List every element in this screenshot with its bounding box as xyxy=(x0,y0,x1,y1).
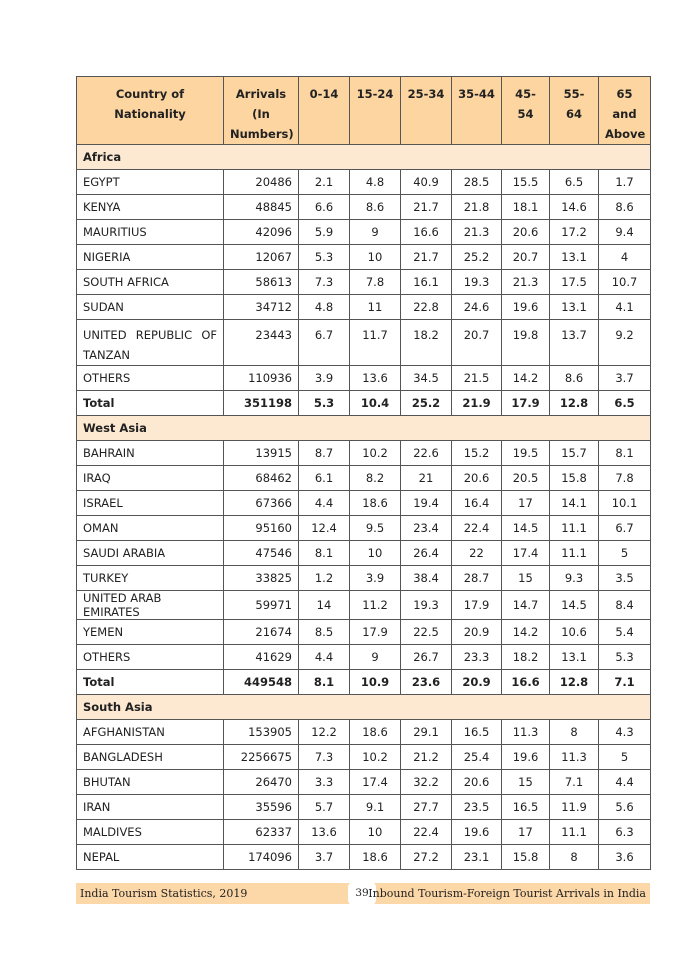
percent-cell: 15 xyxy=(502,566,550,591)
percent-cell: 21.2 xyxy=(401,745,452,770)
percent-cell: 20.9 xyxy=(452,620,502,645)
percent-cell: 13.1 xyxy=(550,245,599,270)
percent-cell: 22.5 xyxy=(401,620,452,645)
arrivals-cell: 41629 xyxy=(224,645,299,670)
section-row xyxy=(77,695,651,720)
percent-cell: 15.8 xyxy=(502,845,550,870)
percent-cell: 15.8 xyxy=(550,466,599,491)
arrivals-cell: 449548 xyxy=(224,670,299,695)
table-row xyxy=(77,466,651,491)
country-cell: BAHRAIN xyxy=(77,441,224,466)
percent-cell: 19.6 xyxy=(452,820,502,845)
percent-cell: 8.5 xyxy=(299,620,350,645)
percent-cell: 7.3 xyxy=(299,270,350,295)
table-row xyxy=(77,566,651,591)
table-row xyxy=(77,245,651,270)
percent-cell: 12.4 xyxy=(299,516,350,541)
column-header: 45-54 xyxy=(502,77,550,145)
percent-cell: 4 xyxy=(599,245,651,270)
percent-cell: 17.9 xyxy=(350,620,401,645)
percent-cell: 20.7 xyxy=(502,245,550,270)
percent-cell: 5.4 xyxy=(599,620,651,645)
country-cell: YEMEN xyxy=(77,620,224,645)
percent-cell: 10.7 xyxy=(599,270,651,295)
footer-publication-title: India Tourism Statistics, 2019 xyxy=(80,887,248,900)
percent-cell: 3.6 xyxy=(599,845,651,870)
table-row xyxy=(77,516,651,541)
percent-cell: 15.7 xyxy=(550,441,599,466)
percent-cell: 5.9 xyxy=(299,220,350,245)
percent-cell: 8.4 xyxy=(599,591,651,620)
arrivals-cell: 153905 xyxy=(224,720,299,745)
arrivals-cell: 2256675 xyxy=(224,745,299,770)
percent-cell: 10.9 xyxy=(350,670,401,695)
percent-cell: 6.1 xyxy=(299,466,350,491)
percent-cell: 5 xyxy=(599,745,651,770)
percent-cell: 38.4 xyxy=(401,566,452,591)
table-row xyxy=(77,270,651,295)
percent-cell: 7.8 xyxy=(599,466,651,491)
country-cell: KENYA xyxy=(77,195,224,220)
arrivals-cell: 34712 xyxy=(224,295,299,320)
table-row xyxy=(77,795,651,820)
percent-cell: 4.8 xyxy=(350,170,401,195)
percent-cell: 21.8 xyxy=(452,195,502,220)
percent-cell: 7.8 xyxy=(350,270,401,295)
percent-cell: 14.6 xyxy=(550,195,599,220)
page-footer xyxy=(76,883,650,904)
percent-cell: 25.2 xyxy=(401,391,452,416)
arrivals-cell: 20486 xyxy=(224,170,299,195)
percent-cell: 7.3 xyxy=(299,745,350,770)
percent-cell: 20.6 xyxy=(502,220,550,245)
country-cell: MALDIVES xyxy=(77,820,224,845)
arrivals-cell: 68462 xyxy=(224,466,299,491)
section-title: South Asia xyxy=(77,695,651,720)
percent-cell: 21.7 xyxy=(401,245,452,270)
percent-cell: 8.2 xyxy=(350,466,401,491)
percent-cell: 3.7 xyxy=(599,366,651,391)
country-cell: Total xyxy=(77,391,224,416)
percent-cell: 3.7 xyxy=(299,845,350,870)
arrivals-cell: 59971 xyxy=(224,591,299,620)
table-row xyxy=(77,745,651,770)
percent-cell: 6.7 xyxy=(599,516,651,541)
percent-cell: 40.9 xyxy=(401,170,452,195)
percent-cell: 18.6 xyxy=(350,845,401,870)
percent-cell: 17 xyxy=(502,820,550,845)
percent-cell: 19.3 xyxy=(401,591,452,620)
country-cell: Total xyxy=(77,670,224,695)
arrivals-cell: 58613 xyxy=(224,270,299,295)
percent-cell: 22.4 xyxy=(401,820,452,845)
percent-cell: 10 xyxy=(350,245,401,270)
percent-cell: 2.1 xyxy=(299,170,350,195)
percent-cell: 8 xyxy=(550,845,599,870)
percent-cell: 25.4 xyxy=(452,745,502,770)
percent-cell: 5.6 xyxy=(599,795,651,820)
percent-cell: 19.8 xyxy=(502,320,550,366)
percent-cell: 27.2 xyxy=(401,845,452,870)
table-row xyxy=(77,441,651,466)
percent-cell: 5.3 xyxy=(299,391,350,416)
percent-cell: 8.6 xyxy=(550,366,599,391)
total-row xyxy=(77,670,651,695)
percent-cell: 13.1 xyxy=(550,645,599,670)
column-header: 65 and Above xyxy=(599,77,651,145)
table-row xyxy=(77,491,651,516)
country-cell: UNITED REPUBLIC OF TANZAN xyxy=(77,320,224,366)
country-cell: IRAN xyxy=(77,795,224,820)
percent-cell: 8.6 xyxy=(599,195,651,220)
percent-cell: 21 xyxy=(401,466,452,491)
percent-cell: 23.4 xyxy=(401,516,452,541)
column-header: 55-64 xyxy=(550,77,599,145)
country-cell: OTHERS xyxy=(77,366,224,391)
country-cell: NIGERIA xyxy=(77,245,224,270)
percent-cell: 25.2 xyxy=(452,245,502,270)
percent-cell: 7.1 xyxy=(599,670,651,695)
percent-cell: 18.1 xyxy=(502,195,550,220)
percent-cell: 4.4 xyxy=(299,491,350,516)
arrivals-cell: 174096 xyxy=(224,845,299,870)
page-number: 39 xyxy=(348,882,376,905)
percent-cell: 21.7 xyxy=(401,195,452,220)
percent-cell: 19.4 xyxy=(401,491,452,516)
percent-cell: 17.4 xyxy=(502,541,550,566)
percent-cell: 9.5 xyxy=(350,516,401,541)
arrivals-cell: 62337 xyxy=(224,820,299,845)
percent-cell: 3.9 xyxy=(299,366,350,391)
section-row xyxy=(77,145,651,170)
total-row xyxy=(77,391,651,416)
percent-cell: 11.1 xyxy=(550,820,599,845)
percent-cell: 14.7 xyxy=(502,591,550,620)
percent-cell: 12.2 xyxy=(299,720,350,745)
table-row xyxy=(77,591,651,620)
percent-cell: 10 xyxy=(350,820,401,845)
country-cell: SAUDI ARABIA xyxy=(77,541,224,566)
percent-cell: 6.5 xyxy=(550,170,599,195)
percent-cell: 5.7 xyxy=(299,795,350,820)
arrivals-cell: 23443 xyxy=(224,320,299,366)
percent-cell: 10.2 xyxy=(350,745,401,770)
table-row xyxy=(77,645,651,670)
percent-cell: 28.7 xyxy=(452,566,502,591)
column-header: 35-44 xyxy=(452,77,502,145)
percent-cell: 26.7 xyxy=(401,645,452,670)
percent-cell: 6.5 xyxy=(599,391,651,416)
percent-cell: 15 xyxy=(502,770,550,795)
percent-cell: 15.5 xyxy=(502,170,550,195)
percent-cell: 24.6 xyxy=(452,295,502,320)
table-row xyxy=(77,295,651,320)
percent-cell: 9.1 xyxy=(350,795,401,820)
column-header: 0-14 xyxy=(299,77,350,145)
arrivals-cell: 21674 xyxy=(224,620,299,645)
table-row xyxy=(77,320,651,366)
percent-cell: 9.4 xyxy=(599,220,651,245)
percent-cell: 21.9 xyxy=(452,391,502,416)
percent-cell: 11.2 xyxy=(350,591,401,620)
country-cell: SUDAN xyxy=(77,295,224,320)
table-row xyxy=(77,620,651,645)
percent-cell: 17.5 xyxy=(550,270,599,295)
percent-cell: 6.6 xyxy=(299,195,350,220)
percent-cell: 17.2 xyxy=(550,220,599,245)
table-row xyxy=(77,845,651,870)
percent-cell: 14.5 xyxy=(550,591,599,620)
percent-cell: 16.5 xyxy=(452,720,502,745)
percent-cell: 5 xyxy=(599,541,651,566)
percent-cell: 20.6 xyxy=(452,770,502,795)
percent-cell: 19.6 xyxy=(502,745,550,770)
percent-cell: 10.1 xyxy=(599,491,651,516)
table-row xyxy=(77,720,651,745)
percent-cell: 18.2 xyxy=(401,320,452,366)
table-row xyxy=(77,541,651,566)
percent-cell: 6.7 xyxy=(299,320,350,366)
country-cell: SOUTH AFRICA xyxy=(77,270,224,295)
country-cell: AFGHANISTAN xyxy=(77,720,224,745)
country-cell: OMAN xyxy=(77,516,224,541)
column-header: 15-24 xyxy=(350,77,401,145)
percent-cell: 9 xyxy=(350,645,401,670)
percent-cell: 16.1 xyxy=(401,270,452,295)
arrivals-cell: 67366 xyxy=(224,491,299,516)
country-cell: OTHERS xyxy=(77,645,224,670)
percent-cell: 21.5 xyxy=(452,366,502,391)
percent-cell: 11 xyxy=(350,295,401,320)
percent-cell: 10.2 xyxy=(350,441,401,466)
percent-cell: 15.2 xyxy=(452,441,502,466)
percent-cell: 18.2 xyxy=(502,645,550,670)
percent-cell: 4.1 xyxy=(599,295,651,320)
percent-cell: 22 xyxy=(452,541,502,566)
column-header: 25-34 xyxy=(401,77,452,145)
percent-cell: 16.6 xyxy=(401,220,452,245)
percent-cell: 16.4 xyxy=(452,491,502,516)
percent-cell: 11.1 xyxy=(550,541,599,566)
percent-cell: 9 xyxy=(350,220,401,245)
percent-cell: 14.1 xyxy=(550,491,599,516)
percent-cell: 26.4 xyxy=(401,541,452,566)
arrivals-cell: 48845 xyxy=(224,195,299,220)
percent-cell: 23.6 xyxy=(401,670,452,695)
percent-cell: 13.6 xyxy=(299,820,350,845)
arrivals-cell: 95160 xyxy=(224,516,299,541)
percent-cell: 11.3 xyxy=(550,745,599,770)
arrivals-cell: 35596 xyxy=(224,795,299,820)
percent-cell: 7.1 xyxy=(550,770,599,795)
country-cell: BHUTAN xyxy=(77,770,224,795)
percent-cell: 8.6 xyxy=(350,195,401,220)
arrivals-cell: 33825 xyxy=(224,566,299,591)
percent-cell: 6.3 xyxy=(599,820,651,845)
percent-cell: 10 xyxy=(350,541,401,566)
section-title: West Asia xyxy=(77,416,651,441)
country-cell: IRAQ xyxy=(77,466,224,491)
percent-cell: 12.8 xyxy=(550,670,599,695)
country-cell: BANGLADESH xyxy=(77,745,224,770)
footer-chapter-title: Inbound Tourism-Foreign Tourist Arrivals in India xyxy=(368,887,646,900)
column-header: Arrivals (In Numbers) xyxy=(224,77,299,145)
percent-cell: 8.1 xyxy=(299,670,350,695)
country-cell: NEPAL xyxy=(77,845,224,870)
percent-cell: 5.3 xyxy=(599,645,651,670)
percent-cell: 18.6 xyxy=(350,491,401,516)
percent-cell: 21.3 xyxy=(502,270,550,295)
percent-cell: 11.9 xyxy=(550,795,599,820)
percent-cell: 17 xyxy=(502,491,550,516)
table-row xyxy=(77,220,651,245)
table-header-row xyxy=(77,77,651,145)
percent-cell: 8.1 xyxy=(599,441,651,466)
percent-cell: 17.4 xyxy=(350,770,401,795)
percent-cell: 19.6 xyxy=(502,295,550,320)
section-row xyxy=(77,416,651,441)
percent-cell: 20.7 xyxy=(452,320,502,366)
percent-cell: 22.8 xyxy=(401,295,452,320)
percent-cell: 19.5 xyxy=(502,441,550,466)
country-cell: ISRAEL xyxy=(77,491,224,516)
table-row xyxy=(77,195,651,220)
percent-cell: 3.5 xyxy=(599,566,651,591)
table-row xyxy=(77,820,651,845)
percent-cell: 23.3 xyxy=(452,645,502,670)
arrivals-cell: 12067 xyxy=(224,245,299,270)
percent-cell: 8 xyxy=(550,720,599,745)
percent-cell: 5.3 xyxy=(299,245,350,270)
percent-cell: 23.1 xyxy=(452,845,502,870)
percent-cell: 18.6 xyxy=(350,720,401,745)
percent-cell: 20.6 xyxy=(452,466,502,491)
percent-cell: 16.5 xyxy=(502,795,550,820)
table-row xyxy=(77,170,651,195)
percent-cell: 11.7 xyxy=(350,320,401,366)
percent-cell: 13.1 xyxy=(550,295,599,320)
percent-cell: 8.7 xyxy=(299,441,350,466)
percent-cell: 17.9 xyxy=(452,591,502,620)
percent-cell: 8.1 xyxy=(299,541,350,566)
percent-cell: 4.4 xyxy=(599,770,651,795)
percent-cell: 23.5 xyxy=(452,795,502,820)
table-row xyxy=(77,770,651,795)
age-distribution-table xyxy=(76,76,651,870)
percent-cell: 34.5 xyxy=(401,366,452,391)
percent-cell: 11.3 xyxy=(502,720,550,745)
percent-cell: 13.6 xyxy=(350,366,401,391)
country-cell: EGYPT xyxy=(77,170,224,195)
arrivals-cell: 47546 xyxy=(224,541,299,566)
percent-cell: 22.4 xyxy=(452,516,502,541)
arrivals-cell: 42096 xyxy=(224,220,299,245)
percent-cell: 10.6 xyxy=(550,620,599,645)
percent-cell: 9.2 xyxy=(599,320,651,366)
percent-cell: 16.6 xyxy=(502,670,550,695)
percent-cell: 14.2 xyxy=(502,366,550,391)
percent-cell: 19.3 xyxy=(452,270,502,295)
column-header: Country of Nationality xyxy=(77,77,224,145)
percent-cell: 11.1 xyxy=(550,516,599,541)
percent-cell: 13.7 xyxy=(550,320,599,366)
percent-cell: 3.9 xyxy=(350,566,401,591)
country-cell: TURKEY xyxy=(77,566,224,591)
country-cell: MAURITIUS xyxy=(77,220,224,245)
percent-cell: 22.6 xyxy=(401,441,452,466)
section-title: Africa xyxy=(77,145,651,170)
arrivals-cell: 13915 xyxy=(224,441,299,466)
percent-cell: 3.3 xyxy=(299,770,350,795)
percent-cell: 14.2 xyxy=(502,620,550,645)
percent-cell: 28.5 xyxy=(452,170,502,195)
country-cell: UNITED ARAB EMIRATES xyxy=(77,591,224,620)
percent-cell: 12.8 xyxy=(550,391,599,416)
percent-cell: 29.1 xyxy=(401,720,452,745)
percent-cell: 9.3 xyxy=(550,566,599,591)
percent-cell: 32.2 xyxy=(401,770,452,795)
percent-cell: 4.3 xyxy=(599,720,651,745)
arrivals-cell: 26470 xyxy=(224,770,299,795)
percent-cell: 21.3 xyxy=(452,220,502,245)
arrivals-cell: 110936 xyxy=(224,366,299,391)
percent-cell: 4.4 xyxy=(299,645,350,670)
percent-cell: 20.9 xyxy=(452,670,502,695)
percent-cell: 17.9 xyxy=(502,391,550,416)
table-row xyxy=(77,366,651,391)
arrivals-cell: 351198 xyxy=(224,391,299,416)
percent-cell: 14.5 xyxy=(502,516,550,541)
percent-cell: 20.5 xyxy=(502,466,550,491)
percent-cell: 14 xyxy=(299,591,350,620)
percent-cell: 27.7 xyxy=(401,795,452,820)
percent-cell: 10.4 xyxy=(350,391,401,416)
percent-cell: 4.8 xyxy=(299,295,350,320)
percent-cell: 1.2 xyxy=(299,566,350,591)
percent-cell: 1.7 xyxy=(599,170,651,195)
